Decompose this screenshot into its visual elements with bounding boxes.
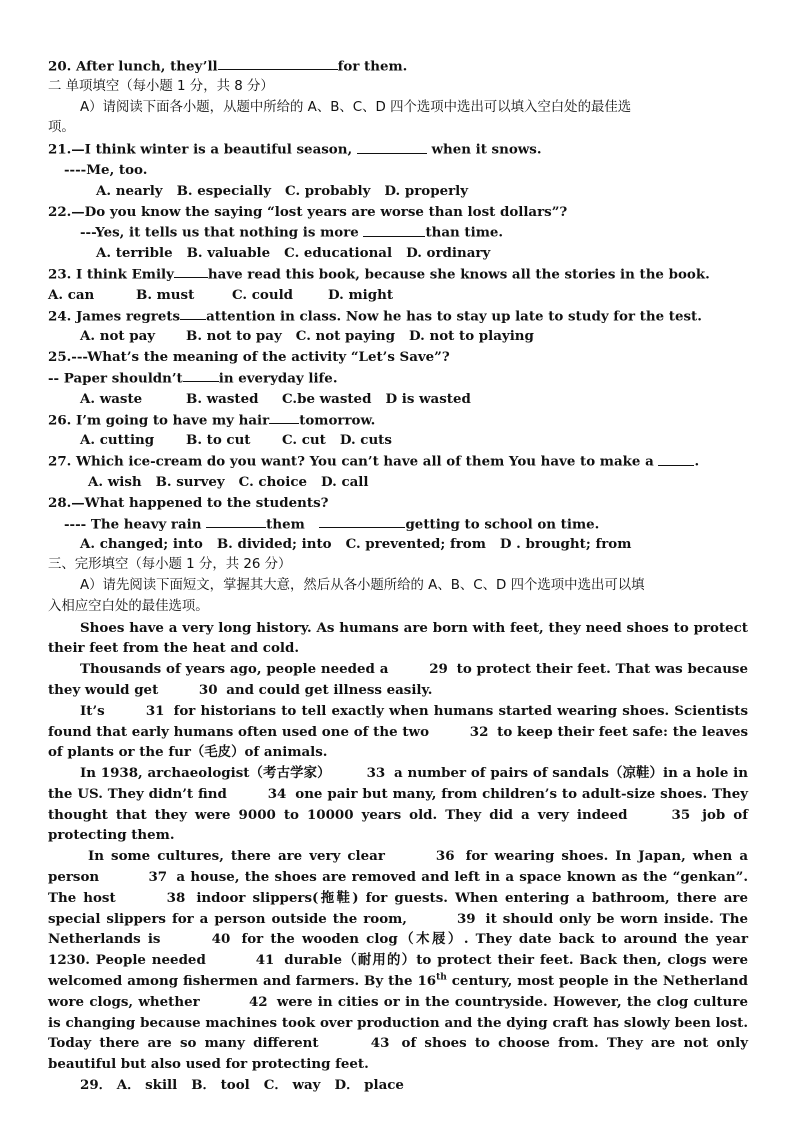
option-b[interactable]: B. wasted: [186, 390, 259, 407]
answer-blank[interactable]: [269, 410, 299, 424]
option-a[interactable]: A. can: [48, 286, 95, 303]
section-3-instruction: A）请先阅读下面短文，掌握其大意，然后从各小题所给的 A、B、C、D 四个选项中选出可以填: [80, 577, 645, 593]
cloze-number: 32: [469, 723, 489, 740]
passage-paragraph-4: In 1938, archaeologist（考古学家） 33 a number of pairs of sandals（凉鞋）in a hole in the US. They didn’t find 34 one pair but many, from children’s to adult-size shoes. They thought that they were 9000 to 10000 years old. They did a very indeed 35 job of protecting them.: [48, 765, 749, 844]
exam-page: [48, 56, 748, 1096]
option-a[interactable]: A. changed; into: [80, 536, 203, 553]
option-c[interactable]: C. prevented; from: [345, 536, 486, 553]
question-26: 26. I’m going to have my hair tomorrow.: [48, 410, 748, 431]
question-28: 28.—What happened to the students?: [48, 494, 329, 511]
cloze-number: 30: [198, 681, 218, 698]
option-b[interactable]: B. to cut: [186, 432, 251, 449]
option-a[interactable]: A. not pay: [80, 328, 156, 345]
question-23-options: [48, 285, 748, 306]
option-d[interactable]: D. properly: [384, 182, 469, 199]
option-c[interactable]: C. cut: [282, 432, 326, 449]
option-b[interactable]: B. divided; into: [216, 536, 332, 553]
question-21: 21.—I think winter is a beautiful season, when it snows.: [48, 139, 748, 160]
option-c[interactable]: C. could: [232, 286, 294, 303]
question-21-reply: ----Me, too.: [64, 161, 148, 178]
answer-blank[interactable]: [174, 264, 208, 278]
option-a[interactable]: A. nearly: [96, 182, 163, 199]
question-29-options: [48, 1075, 748, 1096]
cloze-number: 38: [166, 889, 186, 906]
question-24-options: [48, 326, 748, 347]
question-20: 20. After lunch, they’ll for them.: [48, 56, 748, 77]
cloze-number: 29: [429, 661, 448, 678]
cloze-number: 41: [255, 952, 275, 969]
option-b[interactable]: B． tool: [191, 1077, 250, 1094]
option-c[interactable]: C. choice: [238, 473, 307, 490]
option-c[interactable]: C． way: [263, 1077, 321, 1094]
option-d[interactable]: D . brought; from: [499, 536, 632, 553]
passage-paragraph-2: Thousands of years ago, people needed a 29 to protect their feet. That was because they would get 30 and could get illness easily.: [48, 659, 748, 701]
question-26-options: [48, 430, 748, 451]
cloze-number: 33: [366, 765, 386, 782]
question-27-options: [48, 472, 748, 493]
question-29-number: 29．: [80, 1077, 113, 1094]
option-d[interactable]: D. not to playing: [409, 328, 534, 345]
question-21-options: [48, 181, 748, 202]
question-23: 23. I think Emily have read this book, because she knows all the stories in the book.: [48, 264, 748, 285]
question-28-options: [48, 534, 748, 555]
option-b[interactable]: B. not to pay: [186, 328, 282, 345]
question-25-options: [48, 389, 748, 410]
answer-blank[interactable]: [180, 306, 206, 320]
answer-blank[interactable]: [218, 56, 338, 70]
section-3-title: 三、完形填空（每小题 1 分，共 26 分）: [48, 557, 292, 573]
cloze-number: 42: [248, 993, 268, 1010]
option-a[interactable]: A. terrible: [96, 245, 173, 262]
question-28-reply: ---- The heavy rain them getting to school on time.: [48, 514, 748, 535]
cloze-number: 40: [211, 931, 231, 948]
cloze-number: 36: [435, 848, 455, 865]
option-d[interactable]: D． place: [334, 1077, 404, 1094]
option-b[interactable]: B. especially: [176, 182, 272, 199]
answer-blank[interactable]: [658, 451, 694, 465]
passage-paragraph-5: In some cultures, there are very clear 36 for wearing shoes. In Japan, when a person 37 a house, the shoes are removed and left in a space known as the “genkan”. The host 38 indoor slippers(拖鞋) for guests. When entering a bathroom, there are special slippers for a person outside the room, 39 it should only be worn inside. The Netherlands is 40 for the wooden clog（木屐）. They date back to around the year 1230. People needed 41 durable（耐用的）to protect their feet. Back then, clogs were welcomed among fishermen and farmers. By the 16th century, most people in the Netherland wore clogs, whether 42 were in cities or in the countryside. However, the clog culture is changing because machines took over production and the dying craft has slowly been lost. Today there are so many different 43 of shoes to choose from. They are not only beautiful but also used for protecting feet.: [48, 848, 748, 1073]
option-c[interactable]: C.be wasted: [282, 390, 372, 407]
option-c[interactable]: C. educational: [284, 245, 393, 262]
question-24: 24. James regrets attention in class. Now he has to stay up late to study for the test.: [48, 306, 748, 327]
option-d[interactable]: D is wasted: [385, 390, 471, 407]
cloze-number: 39: [456, 910, 476, 927]
question-25-reply: -- Paper shouldn’t in everyday life.: [48, 368, 748, 389]
question-22-reply: ---Yes, it tells us that nothing is more than time.: [48, 222, 748, 243]
option-b[interactable]: B. must: [136, 286, 195, 303]
answer-blank[interactable]: [363, 222, 425, 236]
cloze-number: 43: [370, 1035, 390, 1052]
cloze-number: 31: [145, 702, 165, 719]
answer-blank[interactable]: [183, 368, 219, 382]
cloze-number: 34: [267, 785, 287, 802]
cloze-number: 35: [671, 806, 691, 823]
option-d[interactable]: D. ordinary: [406, 245, 491, 262]
option-b[interactable]: B. survey: [155, 473, 225, 490]
option-d[interactable]: D. cuts: [339, 432, 392, 449]
option-c[interactable]: C. probably: [285, 182, 371, 199]
option-a[interactable]: A. waste: [80, 390, 143, 407]
option-a[interactable]: A． skill: [116, 1077, 178, 1094]
option-b[interactable]: B. valuable: [186, 245, 271, 262]
answer-blank[interactable]: [357, 139, 427, 153]
answer-blank[interactable]: [319, 514, 405, 528]
cloze-number: 37: [148, 869, 168, 886]
question-22-options: [48, 243, 748, 264]
passage-paragraph-3: It’s 31 for historians to tell exactly when humans started wearing shoes. Scientists found that early humans often used one of the two 32 to keep their feet safe: the leaves of plants or the fur（毛皮）of animals.: [48, 702, 749, 761]
option-d[interactable]: D. might: [328, 286, 393, 303]
question-22: 22.—Do you know the saying “lost years are worse than lost dollars”?: [48, 203, 568, 220]
option-a[interactable]: A. cutting: [80, 432, 155, 449]
passage-paragraph-1: Shoes have a very long history. As humans are born with feet, they need shoes to protect their feet from the heat and cold.: [48, 619, 748, 657]
section-2-instruction-cont: 项。: [48, 120, 75, 136]
section-2-title: 二 单项填空（每小题 1 分，共 8 分）: [48, 78, 274, 94]
section-3-instruction-cont: 入相应空白处的最佳选项。: [48, 598, 209, 614]
option-d[interactable]: D. call: [321, 473, 369, 490]
section-2-instruction: A）请阅读下面各小题，从题中所给的 A、B、C、D 四个选项中选出可以填入空白处的最佳选: [80, 99, 632, 115]
ordinal-suffix: th: [436, 972, 447, 983]
answer-blank[interactable]: [206, 514, 266, 528]
question-25: 25.---What’s the meaning of the activity “Let’s Save”?: [48, 349, 450, 366]
option-c[interactable]: C. not paying: [295, 328, 396, 345]
question-27: 27. Which ice-cream do you want? You can’t have all of them You have to make a .: [48, 451, 748, 472]
option-a[interactable]: A. wish: [88, 473, 142, 490]
